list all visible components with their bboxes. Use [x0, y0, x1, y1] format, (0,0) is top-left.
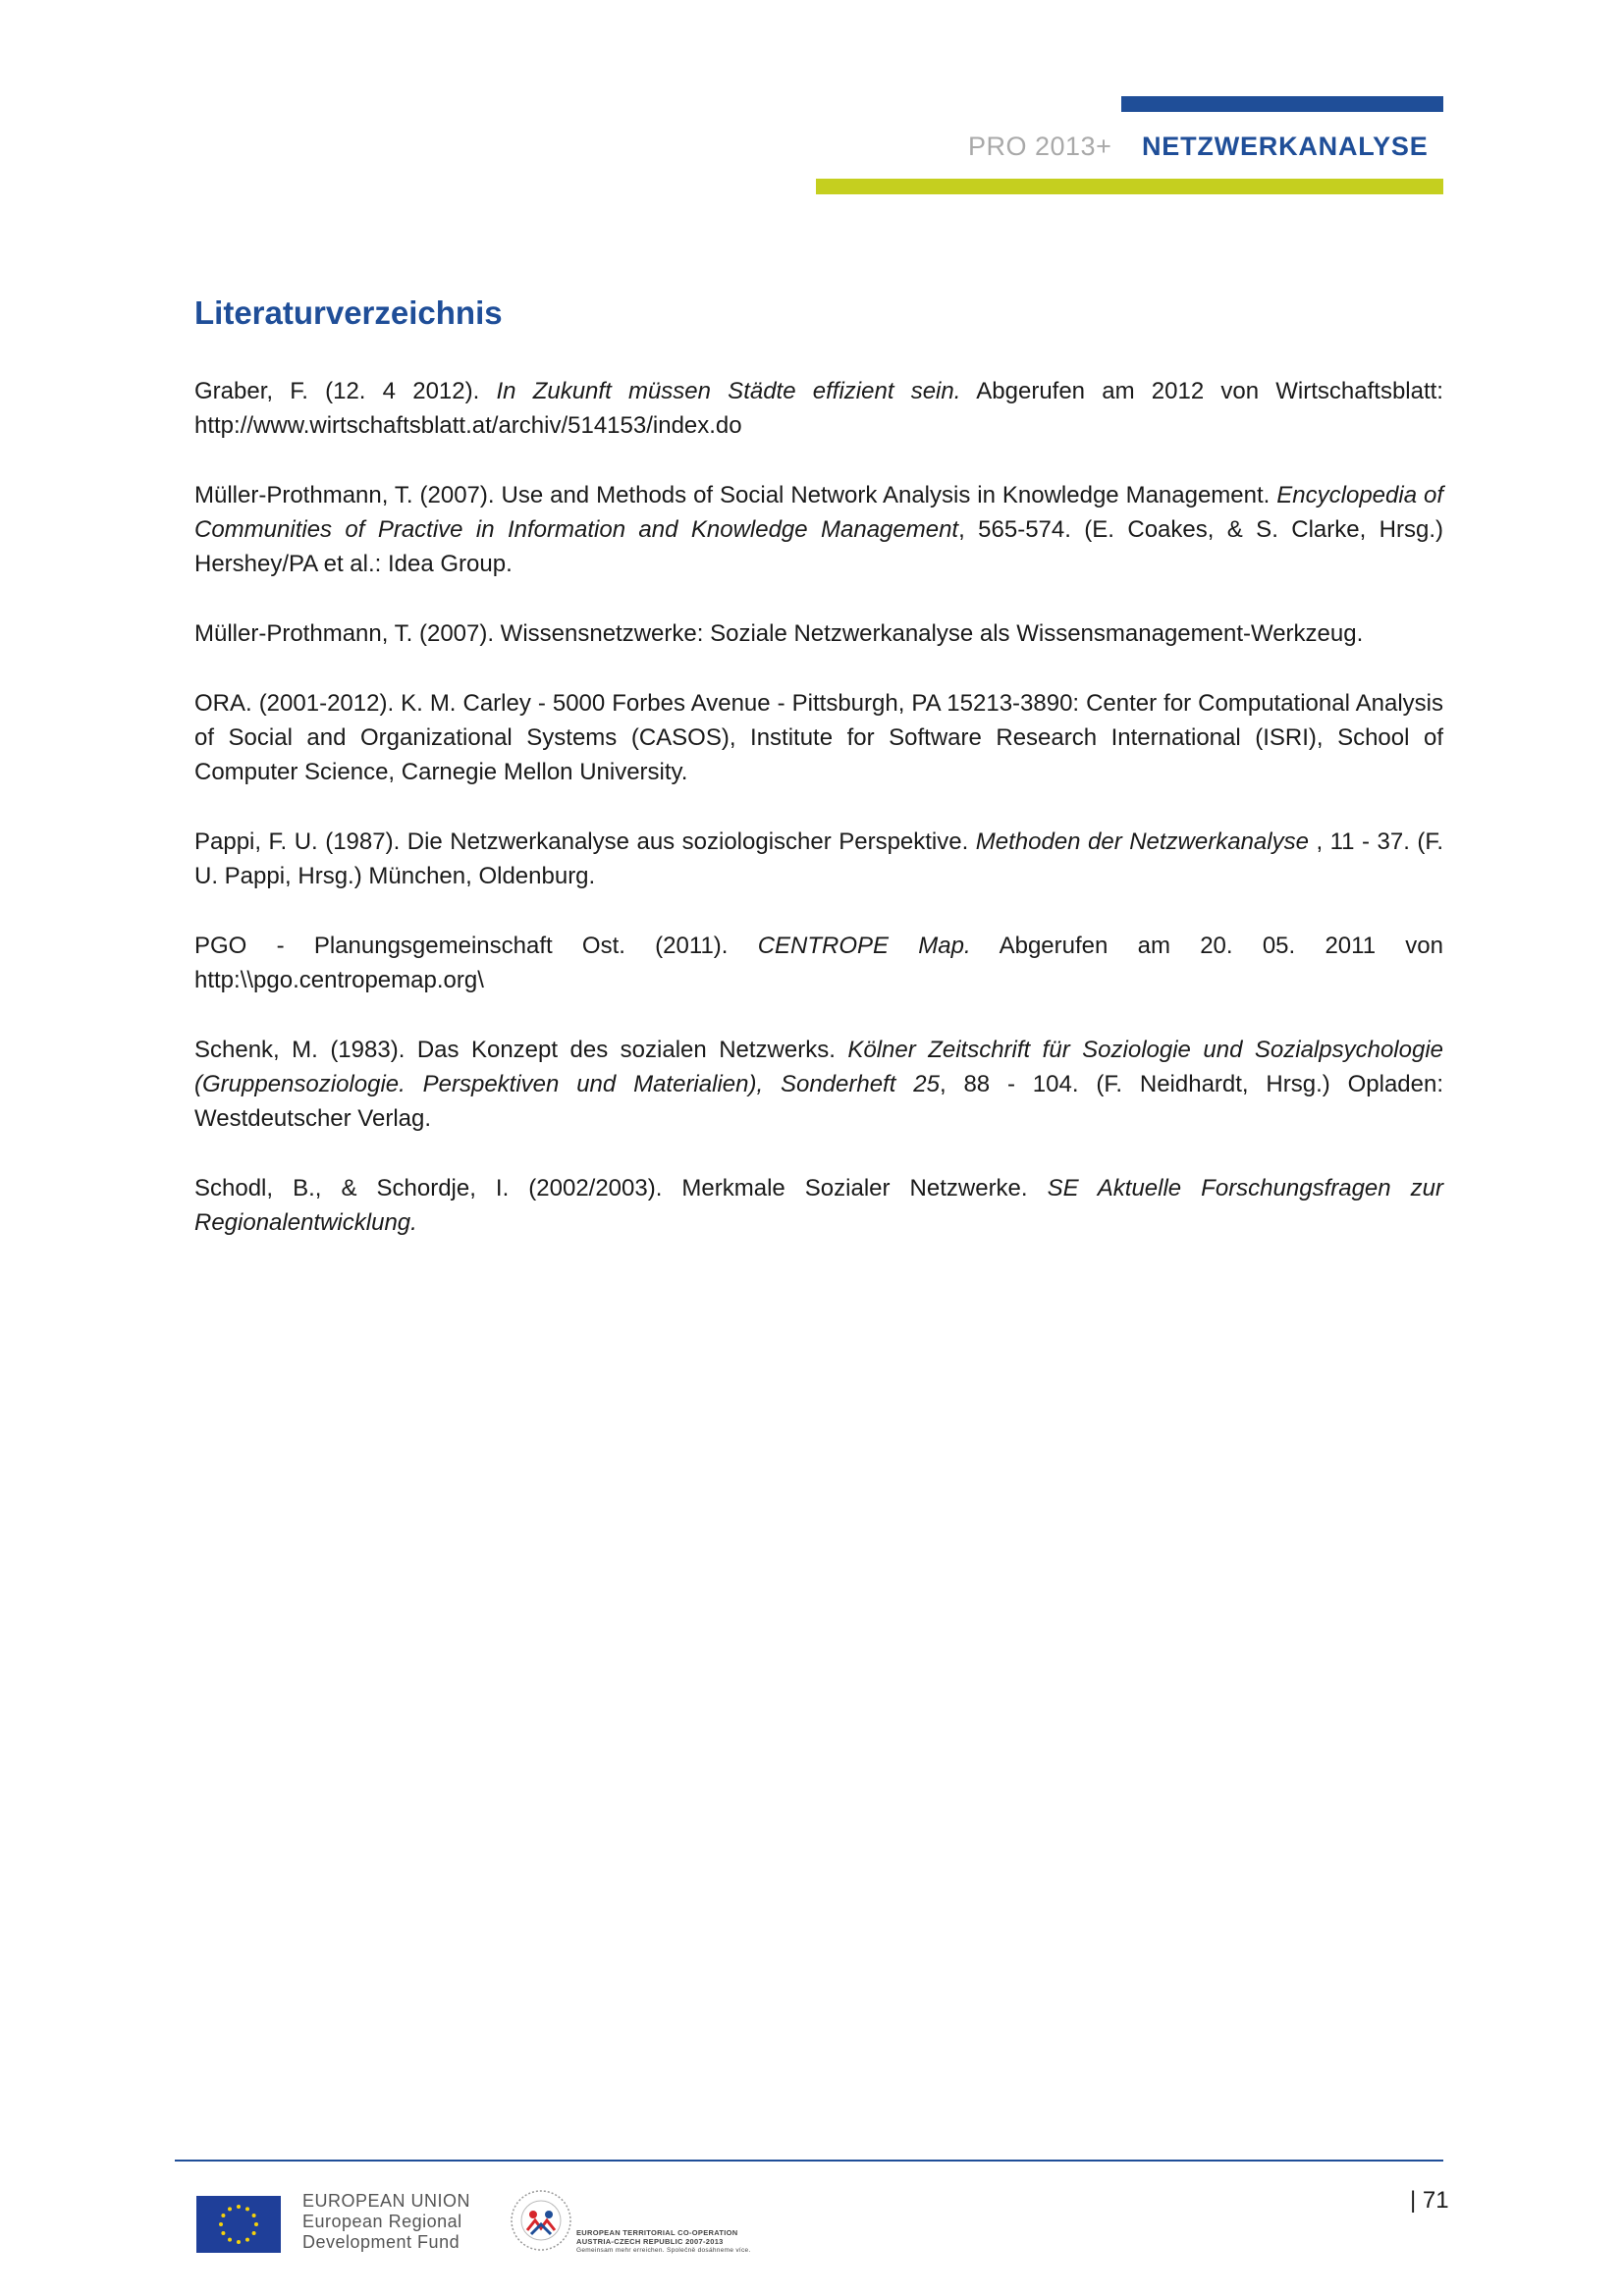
- eu-line-3: Development Fund: [302, 2232, 460, 2252]
- reference-text: Abgerufen am 2012 von Wirtschaftsblatt: http://www.wirtschaftsblatt.at/archiv/514153/index.do: [194, 378, 1443, 439]
- reference-text: PGO - Planungsgemeinschaft Ost. (2011).: [194, 933, 758, 959]
- eu-star: [221, 2214, 225, 2217]
- reference-text: Schodl, B., & Schordje, I. (2002/2003). Merkmale Sozialer Netzwerke.: [194, 1175, 1048, 1201]
- eu-star: [252, 2231, 256, 2235]
- eu-star: [228, 2207, 232, 2211]
- coop-line-3: Gemeinsam mehr erreichen. Společně dosáhneme více.: [576, 2247, 751, 2254]
- reference-entry: [194, 616, 1443, 651]
- eu-fund-text: [302, 2191, 470, 2253]
- reference-text: ORA. (2001-2012). K. M. Carley - 5000 Forbes Avenue - Pittsburgh, PA 15213-3890: Center for Computational Analysis of Social and Organizational Systems (CASOS), Institute for Software Research International (ISRI), School of Computer Science, Carnegie Mellon University.: [194, 690, 1443, 785]
- reference-text: , 11 - 37. (F. U. Pappi, Hrsg.) München, Oldenburg.: [194, 828, 1444, 889]
- eu-star: [245, 2238, 249, 2242]
- reference-text: Müller-Prothmann, T. (2007). Wissensnetzwerke: Soziale Netzwerkanalyse als Wissensmanagement-Werkzeug.: [194, 620, 1364, 647]
- coop-line-1: EUROPEAN TERRITORIAL CO-OPERATION: [576, 2228, 738, 2237]
- page-number: | 71: [1410, 2187, 1449, 2214]
- reference-title: In Zukunft müssen Städte effizient sein.: [496, 378, 961, 404]
- page-heading: Literaturverzeichnis: [194, 294, 503, 331]
- eu-stars-icon: [196, 2196, 281, 2253]
- eu-star: [228, 2238, 232, 2242]
- eu-star: [254, 2222, 258, 2226]
- reference-title: SE Aktuelle Forschungsfragen zur Regionalentwicklung.: [194, 1175, 1443, 1236]
- reference-entry: [194, 374, 1443, 443]
- reference-title: Methoden der Netzwerkanalyse: [975, 828, 1309, 855]
- reference-list: [194, 374, 1443, 1275]
- eu-star: [221, 2231, 225, 2235]
- cooperation-text: [576, 2228, 751, 2255]
- reference-text: Schenk, M. (1983). Das Konzept des sozialen Netzwerks.: [194, 1037, 848, 1063]
- reference-text: Abgerufen am 20. 05. 2011 von http:\\pgo.centropemap.org\: [194, 933, 1444, 993]
- header-project-label: PRO 2013+: [968, 132, 1112, 161]
- eu-flag-logo: [196, 2196, 281, 2253]
- reference-entry: [194, 1171, 1443, 1240]
- reference-text: , 565-574. (E. Coakes, & S. Clarke, Hrsg.) Hershey/PA et al.: Idea Group.: [194, 516, 1443, 577]
- footer-rule: [175, 2160, 1443, 2162]
- coop-line-2: AUSTRIA-CZECH REPUBLIC 2007-2013: [576, 2237, 724, 2246]
- reference-text: , 88 - 104. (F. Neidhardt, Hrsg.) Opladen: Westdeutscher Verlag.: [194, 1071, 1444, 1132]
- reference-title: CENTROPE Map.: [757, 933, 971, 959]
- header-green-bar: [816, 179, 1443, 194]
- reference-entry: [194, 686, 1443, 789]
- eu-star: [252, 2214, 256, 2217]
- reference-entry: [194, 825, 1443, 893]
- header-title: NETZWERKANALYSE: [1142, 132, 1429, 161]
- header-blue-bar: [1121, 96, 1443, 112]
- eu-line-1: EUROPEAN UNION: [302, 2191, 471, 2211]
- reference-title: Encyclopedia of Communities of Practive in Information and Knowledge Management: [194, 482, 1443, 543]
- reference-text: Graber, F. (12. 4 2012).: [194, 378, 497, 404]
- eu-star: [219, 2222, 223, 2226]
- eu-star: [245, 2207, 249, 2211]
- reference-entry: [194, 1033, 1443, 1136]
- eu-star: [237, 2240, 241, 2244]
- reference-text: Pappi, F. U. (1987). Die Netzwerkanalyse aus soziologischer Perspektive.: [194, 828, 976, 855]
- reference-text: Müller-Prothmann, T. (2007). Use and Methods of Social Network Analysis in Knowledge Management.: [194, 482, 1277, 508]
- eu-star: [237, 2205, 241, 2209]
- eu-line-2: European Regional: [302, 2212, 462, 2231]
- reference-title: Kölner Zeitschrift für Soziologie und Sozialpsychologie (Gruppensoziologie. Perspektiven und Materialien), Sonderheft 25: [194, 1037, 1444, 1097]
- cooperation-logo-icon: [506, 2185, 576, 2256]
- reference-entry: [194, 929, 1443, 997]
- reference-entry: [194, 478, 1443, 581]
